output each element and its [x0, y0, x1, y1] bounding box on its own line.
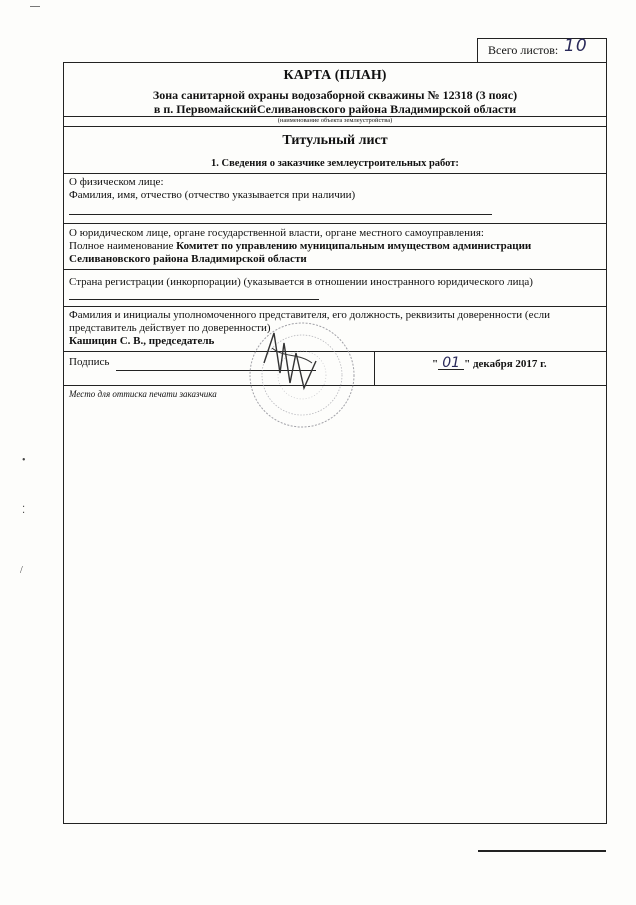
representative-label: Фамилия и инициалы уполномоченного представителя, его должность, реквизиты доверенности (если представитель действует по доверенности): [69, 309, 550, 334]
seal-stamp: [244, 313, 364, 438]
scan-mark: •: [22, 455, 26, 466]
individual-fio-line: [69, 214, 492, 215]
date-month-year: " декабря 2017 г.: [464, 358, 547, 370]
object-name-line2: в п. ПервомайскийСеливановского района Владимирской области: [153, 102, 517, 116]
registration-country-line: [69, 299, 319, 300]
legal-entity-label: О юридическом лице, органе государственной власти, органе местного самоуправления:: [69, 227, 484, 239]
divider: [64, 269, 606, 270]
total-sheets-label: Всего листов:: [488, 43, 559, 57]
divider: [64, 223, 606, 224]
stamp-place-note: Место для оттиска печати заказчика: [69, 389, 217, 399]
divider: [64, 306, 606, 307]
divider: [64, 173, 606, 174]
legal-entity-name: [69, 240, 599, 253]
divider: [64, 126, 606, 127]
object-name-caption: (наименование объекта землеустройства): [277, 117, 393, 124]
total-sheets-value: 10: [564, 36, 588, 56]
document-frame: [63, 62, 607, 824]
legal-entity-name-value-cont: Селивановского района Владимирской области: [69, 253, 307, 265]
scan-mark: ⁚: [22, 505, 26, 516]
registration-country-label: Страна регистрации (инкорпорации) (указывается в отношении иностранного юридического лица): [69, 276, 533, 288]
legal-entity-name-value: Комитет по управлению муниципальным имуществом администрации: [176, 240, 532, 252]
individual-fio-label: Фамилия, имя, отчество (отчество указывается при наличии): [69, 189, 356, 201]
total-sheets-box: [477, 38, 607, 62]
customer-section-heading: 1. Сведения о заказчике землеустроительных работ:: [211, 158, 459, 169]
representative-value: Кашицин С. В., председатель: [69, 335, 215, 347]
signature-label: Подпись: [69, 356, 110, 368]
individual-label: О физическом лице:: [69, 176, 164, 188]
divider: [374, 351, 375, 385]
scan-mark: /: [20, 565, 23, 576]
signature-date: [432, 357, 547, 370]
bottom-rule: [478, 850, 606, 852]
date-quote-open: ": [432, 358, 439, 370]
title-sheet-heading: Титульный лист: [282, 133, 388, 148]
date-day: 01: [438, 357, 464, 370]
scan-mark: [30, 6, 40, 7]
legal-entity-name-label: Полное наименование: [69, 240, 177, 252]
document-title: КАРТА (ПЛАН): [283, 68, 387, 83]
object-name-line1: Зона санитарной охраны водозаборной скважины № 12318 (3 пояс): [152, 88, 518, 102]
